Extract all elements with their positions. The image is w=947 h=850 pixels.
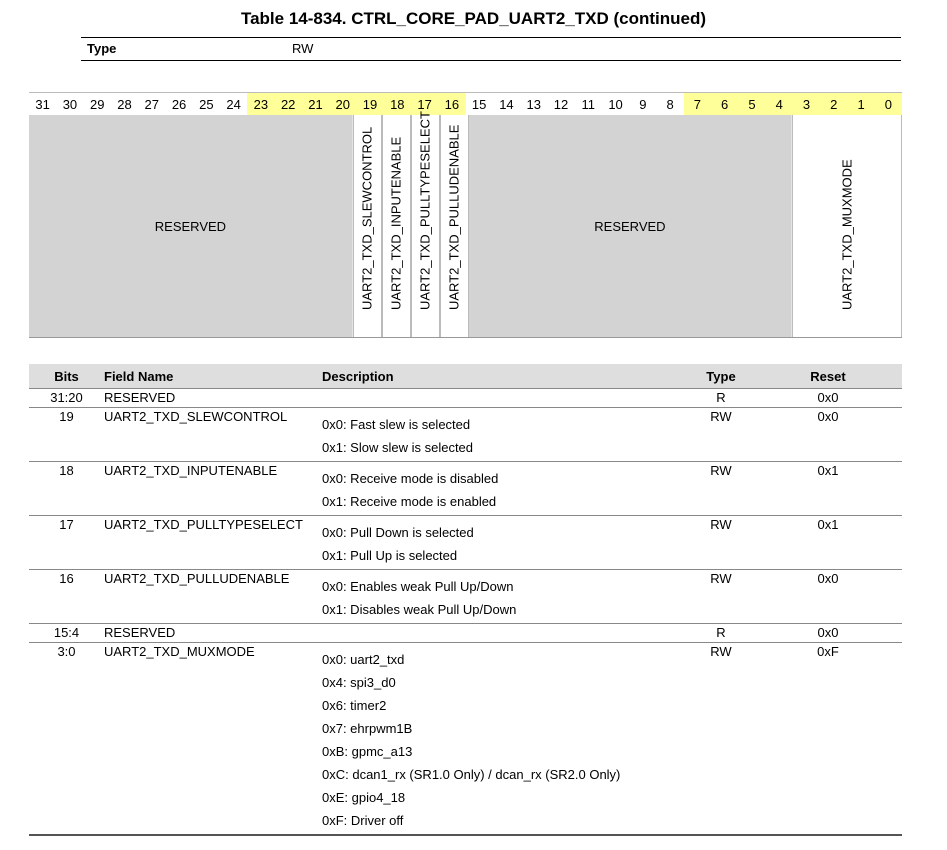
- header-field-name: Field Name: [104, 364, 322, 389]
- bit-number: 0: [875, 93, 902, 116]
- cell-field-name: [104, 462, 322, 516]
- register-field: [29, 115, 353, 337]
- bit-number: 1: [847, 93, 874, 116]
- bit-number: 21: [302, 93, 329, 116]
- register-field-label: UART2_TXD_MUXMODE: [839, 159, 855, 310]
- cell-reset: 0x1: [754, 462, 902, 516]
- cell-type: RW: [688, 570, 754, 624]
- bit-number: 17: [411, 93, 438, 116]
- field-description-table: [29, 364, 902, 836]
- cell-type: RW: [688, 516, 754, 570]
- type-value: RW: [292, 41, 314, 56]
- cell-field-name: [104, 570, 322, 624]
- cell-reset: 0x0: [754, 408, 902, 462]
- bit-number: 6: [711, 93, 738, 116]
- bit-number: 16: [438, 93, 465, 116]
- field-name-text: UART2_TXD_PULLTYPESELECT: [104, 517, 303, 532]
- type-label: Type: [87, 41, 117, 56]
- bit-number: 23: [247, 93, 274, 116]
- description-line: 0x0: Receive mode is disabled: [322, 471, 499, 486]
- description-line: 0x7: ehrpwm1B: [322, 721, 413, 736]
- cell-type: RW: [688, 462, 754, 516]
- table-title: Table 14-834. CTRL_CORE_PAD_UART2_TXD (continued): [240, 9, 707, 28]
- description-line: 0x4: spi3_d0: [322, 675, 396, 690]
- register-field-label: UART2_TXD_PULLTYPESELECT: [417, 111, 433, 310]
- bit-number: 3: [793, 93, 820, 116]
- register-field-label: UART2_TXD_PULLUDENABLE: [446, 124, 462, 310]
- cell-bits: 18: [29, 462, 104, 516]
- bit-number: 26: [171, 97, 187, 112]
- table-row: [29, 516, 902, 570]
- bit-number: 24: [226, 97, 241, 112]
- cell-field-name: [104, 389, 322, 408]
- description-line: 0x1: Slow slew is selected: [322, 440, 474, 455]
- register-field-diagram: [29, 111, 902, 338]
- cell-description: [322, 624, 688, 643]
- cell-bits: 19: [29, 408, 104, 462]
- register-field-label: UART2_TXD_SLEWCONTROL: [359, 126, 375, 310]
- bit-number: 14: [499, 97, 514, 112]
- description-line: 0x0: Pull Down is selected: [322, 525, 474, 540]
- cell-description: [322, 408, 688, 462]
- cell-bits: 15:4: [29, 624, 104, 643]
- register-field: [440, 115, 469, 337]
- table-row: [29, 624, 902, 643]
- cell-reset: 0x0: [754, 389, 902, 408]
- cell-description: [322, 389, 688, 408]
- cell-description: [322, 516, 688, 570]
- field-name-text: RESERVED: [104, 390, 176, 405]
- bit-number: 27: [144, 97, 159, 112]
- cell-reset: 0x0: [754, 624, 902, 643]
- bit-number: 8: [666, 97, 674, 112]
- cell-type: R: [688, 389, 754, 408]
- description-line: 0x1: Disables weak Pull Up/Down: [322, 602, 517, 617]
- bit-number: 12: [553, 97, 569, 112]
- bit-number: 30: [62, 97, 78, 112]
- description-line: 0x1: Receive mode is enabled: [322, 494, 497, 509]
- type-row: [81, 37, 901, 61]
- register-field: [411, 111, 440, 337]
- description-line: 0xF: Driver off: [322, 813, 404, 828]
- header-type: Type: [688, 364, 754, 389]
- description-line: 0xC: dcan1_rx (SR1.0 Only) / dcan_rx (SR2.0 Only): [322, 767, 621, 782]
- table-row: [29, 570, 902, 624]
- description-line: 0xB: gpmc_a13: [322, 744, 413, 759]
- field-name-text: UART2_TXD_INPUTENABLE: [104, 463, 278, 478]
- bit-number: 11: [581, 97, 596, 112]
- cell-field-name: [104, 516, 322, 570]
- register-field-label: RESERVED: [154, 219, 227, 234]
- bit-number: 18: [384, 93, 411, 116]
- table-row: [29, 408, 902, 462]
- field-name-text: UART2_TXD_SLEWCONTROL: [104, 409, 288, 424]
- cell-field-name: [104, 408, 322, 462]
- table-row: [29, 389, 902, 408]
- bit-number: 29: [89, 97, 105, 112]
- description-line: 0x0: uart2_txd: [322, 652, 405, 667]
- bit-number-row: [29, 92, 902, 116]
- bit-number: 22: [275, 93, 302, 116]
- cell-type: RW: [688, 643, 754, 836]
- field-name-text: RESERVED: [104, 625, 176, 640]
- cell-description: [322, 462, 688, 516]
- bit-number: 9: [639, 97, 647, 112]
- bit-number: 31: [35, 97, 50, 112]
- cell-description: [322, 643, 688, 836]
- description-line: 0x6: timer2: [322, 698, 387, 713]
- header-bits: Bits: [29, 364, 104, 389]
- register-field: [792, 115, 902, 337]
- header-reset: Reset: [754, 364, 902, 389]
- bit-number: 19: [356, 93, 383, 116]
- cell-field-name: [104, 624, 322, 643]
- bit-number: 2: [820, 93, 847, 116]
- table-row: [29, 462, 902, 516]
- cell-field-name: [104, 643, 322, 836]
- register-field: [469, 115, 793, 337]
- bit-number: 5: [738, 93, 765, 116]
- table-header-row: [29, 364, 902, 389]
- cell-reset: 0x0: [754, 570, 902, 624]
- cell-description: [322, 570, 688, 624]
- bit-number: 20: [329, 93, 356, 116]
- description-line: 0x0: Fast slew is selected: [322, 417, 471, 432]
- bit-number: 25: [199, 97, 214, 112]
- table-row: [29, 643, 902, 836]
- field-name-text: UART2_TXD_MUXMODE: [104, 644, 255, 659]
- cell-type: RW: [688, 408, 754, 462]
- header-description: Description: [322, 364, 688, 389]
- cell-bits: 16: [29, 570, 104, 624]
- register-field-label: RESERVED: [594, 219, 666, 234]
- field-name-text: UART2_TXD_PULLUDENABLE: [104, 571, 290, 586]
- cell-type: R: [688, 624, 754, 643]
- register-field: [382, 115, 411, 337]
- bit-number: 10: [608, 97, 623, 112]
- register-field: [353, 115, 382, 337]
- cell-bits: 31:20: [29, 389, 104, 408]
- description-line: 0x0: Enables weak Pull Up/Down: [322, 579, 514, 594]
- bit-number: 4: [766, 93, 793, 116]
- cell-bits: 17: [29, 516, 104, 570]
- bit-number: 28: [117, 97, 132, 112]
- bit-number: 7: [684, 93, 711, 116]
- description-line: 0xE: gpio4_18: [322, 790, 406, 805]
- cell-reset: 0xF: [754, 643, 902, 836]
- cell-bits: 3:0: [29, 643, 104, 836]
- bit-number: 15: [471, 97, 487, 112]
- register-field-label: UART2_TXD_INPUTENABLE: [388, 136, 404, 310]
- bit-number: 13: [526, 97, 541, 112]
- cell-reset: 0x1: [754, 516, 902, 570]
- description-line: 0x1: Pull Up is selected: [322, 548, 458, 563]
